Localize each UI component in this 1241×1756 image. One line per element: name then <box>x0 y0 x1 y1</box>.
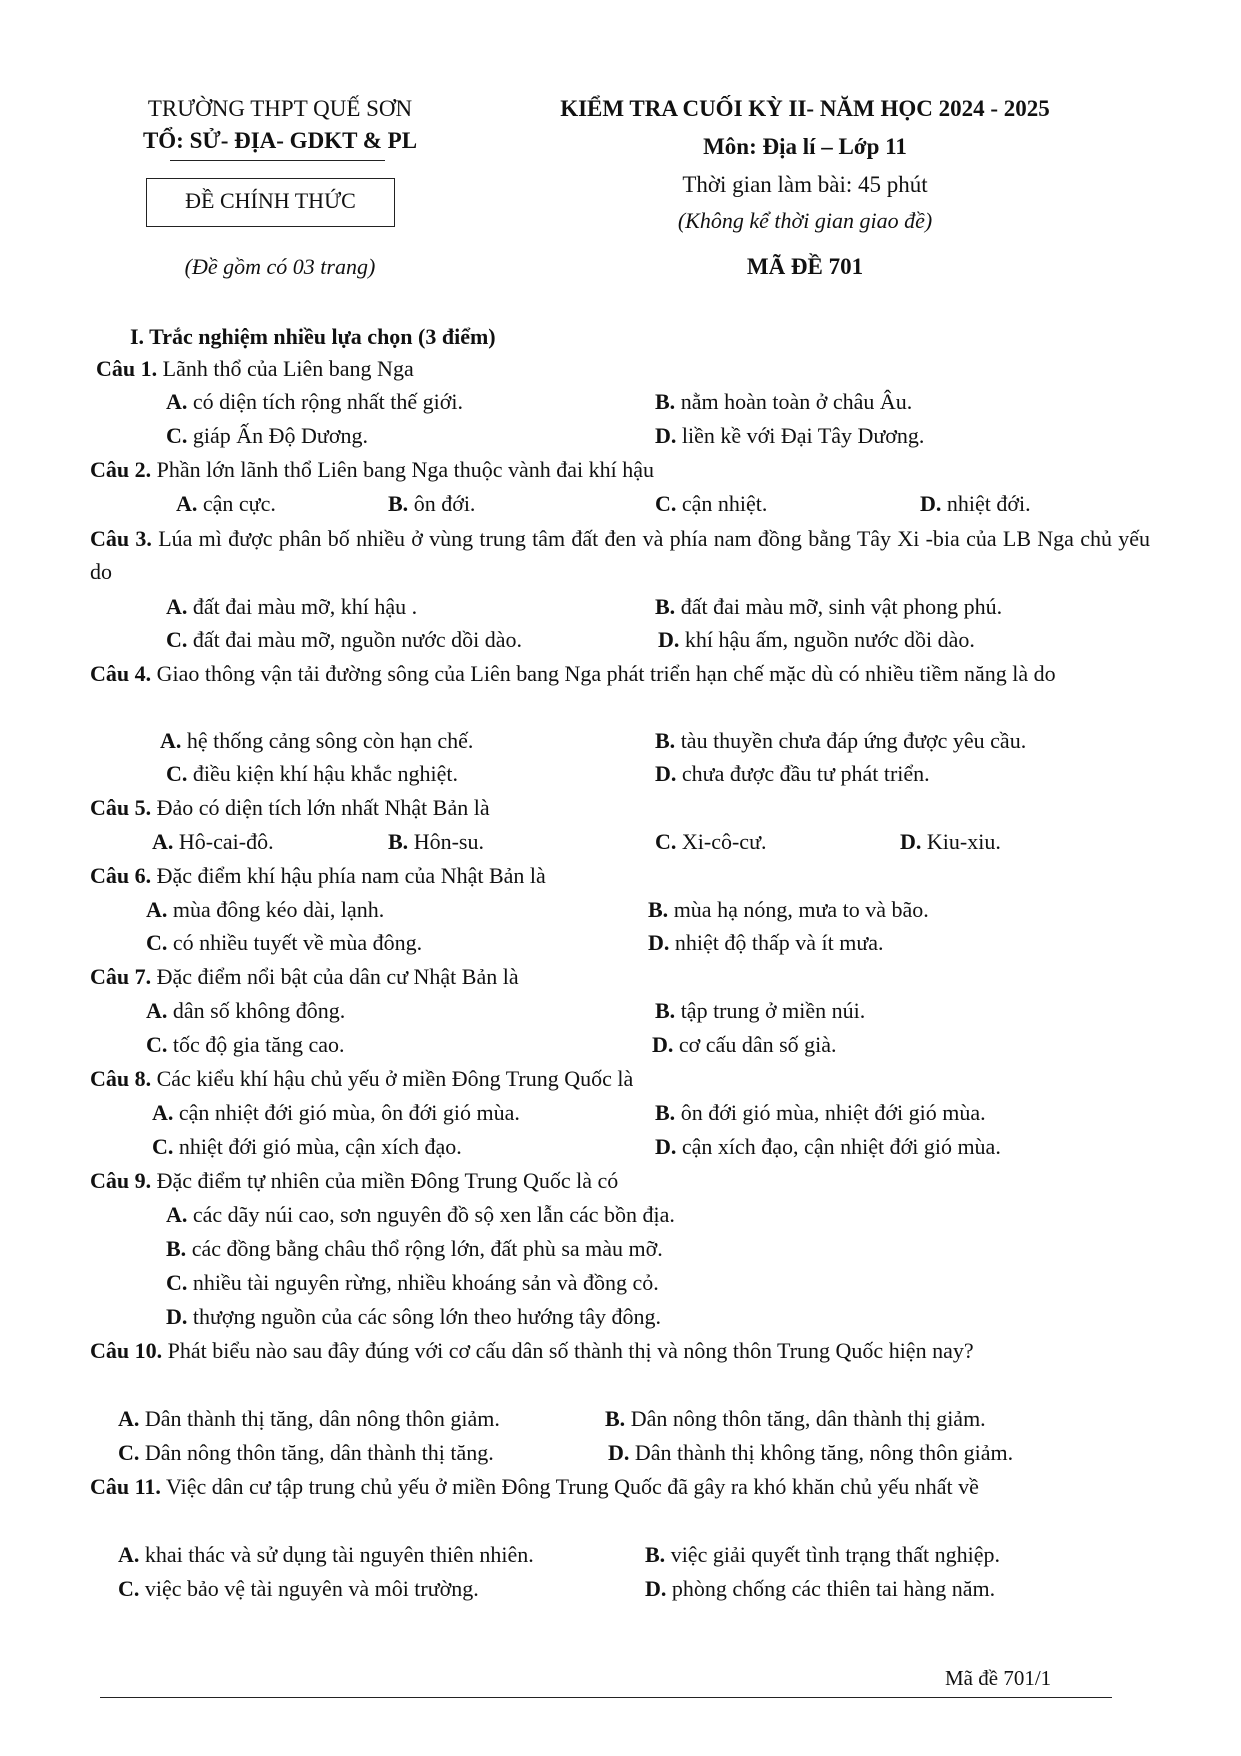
school-name: TRƯỜNG THPT QUẾ SƠN <box>147 96 413 121</box>
option-a[interactable]: A. các dãy núi cao, sơn nguyên đồ sộ xen lẫn các bồn địa. <box>166 1202 675 1227</box>
option-b[interactable]: B. mùa hạ nóng, mưa to và bão. <box>648 897 929 922</box>
option-b[interactable]: B. việc giải quyết tình trạng thất nghiệp. <box>645 1542 1000 1567</box>
header-underline <box>170 160 385 161</box>
option-a[interactable]: A. mùa đông kéo dài, lạnh. <box>146 897 385 922</box>
question-7: Câu 7. Đặc điểm nổi bật của dân cư Nhật Bản là <box>90 964 519 989</box>
option-a[interactable]: A. khai thác và sử dụng tài nguyên thiên nhiên. <box>118 1542 534 1567</box>
exam-code: MÃ ĐỀ 701 <box>746 254 864 279</box>
section-title: I. Trắc nghiệm nhiều lựa chọn (3 điểm) <box>130 324 496 349</box>
question-10: Câu 10. Phát biểu nào sau đây đúng với cơ cấu dân số thành thị và nông thôn Trung Quốc hiện nay? <box>90 1338 974 1363</box>
option-a[interactable]: A. hệ thống cảng sông còn hạn chế. <box>160 728 474 753</box>
question-3: Câu 3. Lúa mì được phân bố nhiều ở vùng trung tâm đất đen và phía nam đồng bằng Tây Xi -bia của LB Nga chủ yếu do <box>90 526 1151 584</box>
option-a[interactable]: A. Hô-cai-đô. <box>152 829 274 854</box>
option-c[interactable]: C. giáp Ấn Độ Dương. <box>166 423 368 448</box>
option-c[interactable]: C. tốc độ gia tăng cao. <box>146 1032 345 1057</box>
question-1 <box>96 352 1156 385</box>
page-footer-label: Mã đề 701/1 <box>945 1666 1052 1690</box>
question-8: Câu 8. Các kiểu khí hậu chủ yếu ở miền Đông Trung Quốc là <box>90 1066 634 1091</box>
question-4: Câu 4. Giao thông vận tải đường sông của Liên bang Nga phát triển hạn chế mặc dù có nhiều tiềm năng là do <box>90 661 1056 686</box>
option-a[interactable]: A. cận nhiệt đới gió mùa, ôn đới gió mùa. <box>152 1100 520 1125</box>
question-2: Câu 2. Phần lớn lãnh thổ Liên bang Nga thuộc vành đai khí hậu <box>90 457 654 482</box>
pages-note: (Đề gồm có 03 trang) <box>184 254 376 279</box>
option-c[interactable]: C. việc bảo vệ tài nguyên và môi trường. <box>118 1576 479 1601</box>
option-b[interactable]: B. tàu thuyền chưa đáp ứng được yêu cầu. <box>655 728 1027 753</box>
option-d[interactable]: D. cơ cấu dân số già. <box>652 1032 837 1057</box>
option-d[interactable]: D. liền kề với Đại Tây Dương. <box>655 423 925 448</box>
duration-line: Thời gian làm bài: 45 phút <box>682 172 928 197</box>
option-c[interactable]: C. Dân nông thôn tăng, dân thành thị tăng. <box>118 1440 494 1465</box>
question-6: Câu 6. Đặc điểm khí hậu phía nam của Nhật Bản là <box>90 863 546 888</box>
option-b[interactable]: B. ôn đới. <box>388 491 476 516</box>
option-d[interactable]: D. Dân thành thị không tăng, nông thôn giảm. <box>608 1440 1014 1465</box>
option-a[interactable]: A. cận cực. <box>176 491 276 516</box>
question-9: Câu 9. Đặc điểm tự nhiên của miền Đông Trung Quốc là có <box>90 1168 619 1193</box>
option-a[interactable]: A. có diện tích rộng nhất thế giới. <box>166 389 463 414</box>
option-d[interactable]: D. thượng nguồn của các sông lớn theo hướng tây đông. <box>166 1304 662 1329</box>
option-d[interactable]: D. nhiệt độ thấp và ít mưa. <box>648 930 884 955</box>
question-11: Câu 11. Việc dân cư tập trung chủ yếu ở miền Đông Trung Quốc đã gây ra khó khăn chủ yếu nhất về <box>90 1474 979 1499</box>
option-d[interactable]: D. cận xích đạo, cận nhiệt đới gió mùa. <box>655 1134 1001 1159</box>
option-d[interactable]: D. khí hậu ấm, nguồn nước dồi dào. <box>658 627 975 652</box>
option-b[interactable]: B. các đồng bằng châu thổ rộng lớn, đất phù sa màu mỡ. <box>166 1236 663 1261</box>
option-b[interactable]: B. nằm hoàn toàn ở châu Âu. <box>655 389 913 414</box>
option-b[interactable]: B. đất đai màu mỡ, sinh vật phong phú. <box>655 594 1003 619</box>
option-b[interactable]: B. Hôn-su. <box>388 829 484 854</box>
question-5: Câu 5. Đảo có diện tích lớn nhất Nhật Bản là <box>90 795 490 820</box>
question-text: Lãnh thổ của Liên bang Nga <box>162 356 414 381</box>
option-c[interactable]: C. có nhiều tuyết về mùa đông. <box>146 930 423 955</box>
option-b[interactable]: B. Dân nông thôn tăng, dân thành thị giảm. <box>605 1406 986 1431</box>
option-b[interactable]: B. ôn đới gió mùa, nhiệt đới gió mùa. <box>655 1100 986 1125</box>
option-d[interactable]: D. chưa được đầu tư phát triển. <box>655 761 930 786</box>
department-name: TỔ: SỬ- ĐỊA- GDKT & PL <box>142 128 418 153</box>
footer-rule <box>100 1697 1112 1698</box>
option-c[interactable]: C. điều kiện khí hậu khắc nghiệt. <box>166 761 459 786</box>
exam-title: KIỂM TRA CUỐI KỲ II- NĂM HỌC 2024 - 2025 <box>560 96 1050 121</box>
official-label: ĐỀ CHÍNH THỨC <box>185 188 356 213</box>
option-d[interactable]: D. phòng chống các thiên tai hàng năm. <box>645 1576 996 1601</box>
option-c[interactable]: C. nhiều tài nguyên rừng, nhiều khoáng sản và đồng cỏ. <box>166 1270 659 1295</box>
option-c[interactable]: C. cận nhiệt. <box>655 491 768 516</box>
duration-note: (Không kể thời gian giao đề) <box>677 208 933 233</box>
question-label: Câu 1. <box>96 356 158 381</box>
option-b[interactable]: B. tập trung ở miền núi. <box>655 998 866 1023</box>
option-a[interactable]: A. dân số không đông. <box>146 998 346 1023</box>
option-c[interactable]: C. Xi-cô-cư. <box>655 829 767 854</box>
option-a[interactable]: A. Dân thành thị tăng, dân nông thôn giảm. <box>118 1406 500 1431</box>
subject-line: Môn: Địa lí – Lớp 11 <box>703 134 907 159</box>
option-d[interactable]: D. nhiệt đới. <box>920 491 1031 516</box>
option-a[interactable]: A. đất đai màu mỡ, khí hậu . <box>166 594 418 619</box>
option-c[interactable]: C. đất đai màu mỡ, nguồn nước dồi dào. <box>166 627 522 652</box>
option-d[interactable]: D. Kiu-xiu. <box>900 829 1001 854</box>
option-c[interactable]: C. nhiệt đới gió mùa, cận xích đạo. <box>152 1134 462 1159</box>
